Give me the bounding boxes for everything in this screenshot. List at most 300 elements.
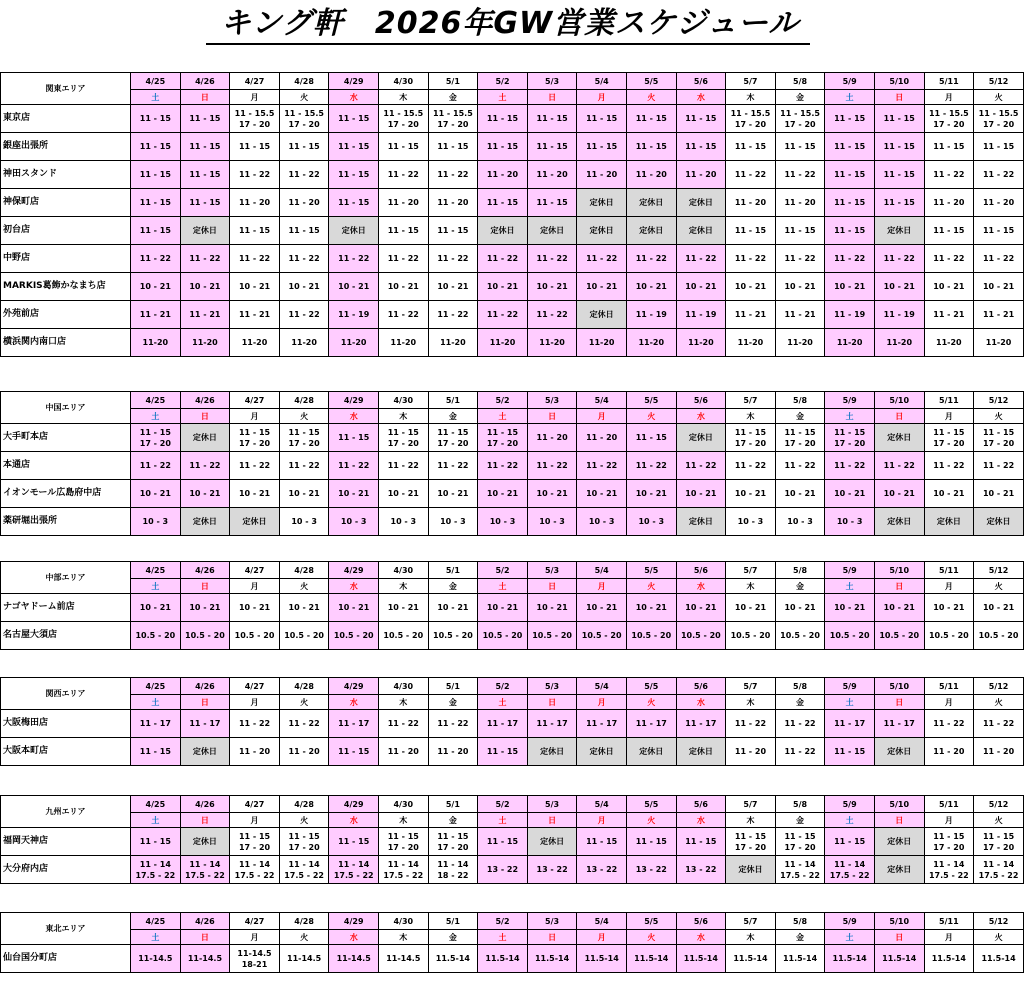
hours-cell: 13 - 22	[626, 856, 676, 884]
weekday-header: 火	[626, 409, 676, 424]
date-header: 5/1	[428, 796, 478, 813]
date-header: 5/6	[676, 562, 726, 579]
hours-cell: 11 - 14 17.5 - 22	[180, 856, 230, 884]
weekday-header: 金	[428, 90, 478, 105]
hours-cell: 11 - 22	[775, 161, 825, 189]
hours-cell: 11-14.5 18-21	[230, 945, 280, 973]
hours-cell: 11 - 17	[676, 710, 726, 738]
hours-cell: 11 - 15	[874, 133, 924, 161]
hours-cell: 10.5 - 20	[974, 622, 1024, 650]
hours-cell: 11 - 15 17 - 20	[131, 424, 181, 452]
hours-cell: 10.5 - 20	[180, 622, 230, 650]
table-row	[1, 828, 1024, 856]
date-header: 5/8	[775, 392, 825, 409]
hours-cell: 11 - 15	[726, 133, 776, 161]
hours-cell: 11 - 22	[775, 452, 825, 480]
hours-cell: 11 - 22	[428, 301, 478, 329]
hours-cell: 10 - 21	[924, 594, 974, 622]
hours-cell: 10 - 21	[329, 273, 379, 301]
hours-cell: 11 - 22	[329, 245, 379, 273]
date-header: 5/12	[974, 796, 1024, 813]
hours-cell: 11 - 15 17 - 20	[379, 424, 429, 452]
hours-cell: 11 - 14 17.5 - 22	[329, 856, 379, 884]
date-header: 4/30	[379, 73, 429, 90]
store-name: 横浜関内南口店	[1, 329, 131, 357]
hours-cell: 10 - 21	[726, 480, 776, 508]
weekday-header: 水	[329, 930, 379, 945]
hours-cell: 11 - 22	[279, 245, 329, 273]
hours-cell: 11 - 15.5 17 - 20	[279, 105, 329, 133]
hours-cell: 11 - 19	[874, 301, 924, 329]
date-header: 5/9	[825, 392, 875, 409]
date-header: 4/26	[180, 73, 230, 90]
table-row	[1, 105, 1024, 133]
date-header: 5/7	[726, 796, 776, 813]
weekday-header: 水	[676, 90, 726, 105]
closed-cell: 定休日	[180, 828, 230, 856]
hours-cell: 10 - 21	[825, 273, 875, 301]
store-name: 外苑前店	[1, 301, 131, 329]
hours-cell: 13 - 22	[577, 856, 627, 884]
closed-cell: 定休日	[676, 508, 726, 536]
date-header: 5/3	[527, 392, 577, 409]
hours-cell: 11 - 15	[131, 217, 181, 245]
hours-cell: 11 - 15 17 - 20	[924, 424, 974, 452]
date-header: 5/12	[974, 392, 1024, 409]
date-header: 5/12	[974, 562, 1024, 579]
hours-cell: 10 - 21	[924, 273, 974, 301]
date-header: 5/2	[478, 796, 528, 813]
date-header: 4/25	[131, 913, 181, 930]
hours-cell: 11 - 14 17.5 - 22	[230, 856, 280, 884]
hours-cell: 11 - 22	[279, 301, 329, 329]
weekday-header: 土	[478, 813, 528, 828]
store-name: 神保町店	[1, 189, 131, 217]
hours-cell: 11-20	[974, 329, 1024, 357]
hours-cell: 11 - 15	[775, 217, 825, 245]
hours-cell: 11 - 17	[478, 710, 528, 738]
hours-cell: 11 - 15	[577, 133, 627, 161]
date-header: 4/30	[379, 796, 429, 813]
hours-cell: 11 - 22	[478, 301, 528, 329]
weekday-header: 木	[379, 409, 429, 424]
date-header: 4/26	[180, 796, 230, 813]
hours-cell: 11 - 15	[329, 189, 379, 217]
closed-cell: 定休日	[874, 424, 924, 452]
weekday-header: 月	[230, 930, 280, 945]
hours-cell: 11 - 15	[825, 189, 875, 217]
table-row	[1, 622, 1024, 650]
hours-cell: 11 - 15.5 17 - 20	[230, 105, 280, 133]
date-header: 4/30	[379, 392, 429, 409]
weekday-header: 火	[626, 930, 676, 945]
page-title: キング軒 2026年GW営業スケジュール	[220, 6, 800, 41]
hours-cell: 11-20	[924, 329, 974, 357]
date-header: 4/25	[131, 392, 181, 409]
hours-cell: 11 - 22	[726, 245, 776, 273]
hours-cell: 11 - 22	[379, 452, 429, 480]
hours-cell: 11-20	[329, 329, 379, 357]
closed-cell: 定休日	[527, 828, 577, 856]
table-row	[1, 189, 1024, 217]
store-name: 福岡天神店	[1, 828, 131, 856]
hours-cell: 10 - 21	[874, 594, 924, 622]
hours-cell: 11 - 15 17 - 20	[478, 424, 528, 452]
hours-cell: 10 - 21	[428, 594, 478, 622]
weekday-header: 月	[924, 695, 974, 710]
hours-cell: 11 - 15	[279, 133, 329, 161]
closed-cell: 定休日	[577, 217, 627, 245]
closed-cell: 定休日	[180, 508, 230, 536]
weekday-header: 金	[428, 409, 478, 424]
hours-cell: 11 - 15	[676, 105, 726, 133]
hours-cell: 11 - 15	[825, 105, 875, 133]
hours-cell: 10 - 3	[131, 508, 181, 536]
hours-cell: 10 - 21	[726, 273, 776, 301]
hours-cell: 10.5 - 20	[379, 622, 429, 650]
hours-cell: 11 - 20	[279, 738, 329, 766]
date-header: 4/26	[180, 562, 230, 579]
weekday-header: 火	[626, 695, 676, 710]
hours-cell: 11 - 17	[329, 710, 379, 738]
date-header: 4/25	[131, 796, 181, 813]
weekday-header: 水	[676, 409, 726, 424]
date-header: 5/11	[924, 913, 974, 930]
hours-cell: 13 - 22	[478, 856, 528, 884]
weekday-header: 水	[329, 579, 379, 594]
hours-cell: 11.5-14	[428, 945, 478, 973]
hours-cell: 11.5-14	[974, 945, 1024, 973]
table-row	[1, 452, 1024, 480]
hours-cell: 11 - 15 17 - 20	[974, 828, 1024, 856]
hours-cell: 11-20	[726, 329, 776, 357]
date-header: 5/3	[527, 73, 577, 90]
weekday-header: 金	[775, 409, 825, 424]
closed-cell: 定休日	[180, 424, 230, 452]
hours-cell: 11 - 15	[527, 189, 577, 217]
hours-cell: 11 - 20	[924, 189, 974, 217]
date-header: 5/9	[825, 913, 875, 930]
weekday-header: 日	[874, 90, 924, 105]
hours-cell: 11 - 21	[180, 301, 230, 329]
hours-cell: 11 - 22	[131, 452, 181, 480]
hours-cell: 11-20	[230, 329, 280, 357]
hours-cell: 11 - 15	[131, 133, 181, 161]
weekday-header: 土	[131, 813, 181, 828]
hours-cell: 11 - 15	[131, 828, 181, 856]
hours-cell: 11-20	[180, 329, 230, 357]
hours-cell: 10 - 21	[676, 594, 726, 622]
hours-cell: 11 - 22	[726, 710, 776, 738]
hours-cell: 11 - 15	[180, 133, 230, 161]
hours-cell: 11.5-14	[676, 945, 726, 973]
closed-cell: 定休日	[527, 738, 577, 766]
weekday-header: 金	[775, 813, 825, 828]
store-name: 仙台国分町店	[1, 945, 131, 973]
hours-cell: 10 - 21	[131, 480, 181, 508]
closed-cell: 定休日	[180, 217, 230, 245]
hours-cell: 11 - 15	[180, 105, 230, 133]
weekday-header: 水	[329, 409, 379, 424]
hours-cell: 11 - 17	[825, 710, 875, 738]
store-name: 初台店	[1, 217, 131, 245]
closed-cell: 定休日	[329, 217, 379, 245]
date-header: 4/25	[131, 73, 181, 90]
hours-cell: 11 - 22	[577, 245, 627, 273]
weekday-header: 日	[180, 579, 230, 594]
hours-cell: 11.5-14	[626, 945, 676, 973]
weekday-header: 火	[974, 409, 1024, 424]
hours-cell: 11 - 15 17 - 20	[775, 828, 825, 856]
hours-cell: 11-20	[825, 329, 875, 357]
hours-cell: 11 - 22	[527, 301, 577, 329]
hours-cell: 10 - 3	[527, 508, 577, 536]
hours-cell: 11 - 17	[874, 710, 924, 738]
date-header: 4/26	[180, 392, 230, 409]
weekday-header: 日	[180, 930, 230, 945]
hours-cell: 10 - 21	[279, 273, 329, 301]
date-header: 4/29	[329, 73, 379, 90]
closed-cell: 定休日	[874, 738, 924, 766]
hours-cell: 11 - 17	[577, 710, 627, 738]
date-header: 4/28	[279, 796, 329, 813]
date-header: 4/29	[329, 913, 379, 930]
date-header: 5/5	[626, 678, 676, 695]
hours-cell: 11 - 15 17 - 20	[825, 424, 875, 452]
hours-cell: 11.5-14	[924, 945, 974, 973]
hours-cell: 11 - 15	[825, 828, 875, 856]
date-header: 4/26	[180, 913, 230, 930]
weekday-header: 月	[230, 90, 280, 105]
hours-cell: 10 - 21	[974, 273, 1024, 301]
weekday-header: 土	[825, 695, 875, 710]
hours-cell: 10 - 3	[478, 508, 528, 536]
hours-cell: 11 - 15	[924, 133, 974, 161]
hours-cell: 11 - 22	[924, 245, 974, 273]
weekday-header: 月	[230, 579, 280, 594]
hours-cell: 11 - 15	[825, 738, 875, 766]
hours-cell: 10 - 21	[131, 594, 181, 622]
date-header: 5/10	[874, 73, 924, 90]
hours-cell: 11 - 15 17 - 20	[974, 424, 1024, 452]
hours-cell: 11 - 15	[329, 105, 379, 133]
hours-cell: 11-20	[428, 329, 478, 357]
hours-cell: 11 - 17	[131, 710, 181, 738]
hours-cell: 11.5-14	[726, 945, 776, 973]
hours-cell: 10 - 21	[279, 480, 329, 508]
hours-cell: 11 - 22	[775, 738, 825, 766]
area-name: 中部エリア	[1, 562, 131, 594]
weekday-header: 土	[825, 579, 875, 594]
hours-cell: 10 - 21	[676, 273, 726, 301]
hours-cell: 10 - 21	[478, 273, 528, 301]
hours-cell: 11 - 22	[428, 710, 478, 738]
hours-cell: 11-14.5	[180, 945, 230, 973]
date-header: 5/8	[775, 913, 825, 930]
closed-cell: 定休日	[577, 301, 627, 329]
table-row	[1, 217, 1024, 245]
hours-cell: 11 - 15	[726, 217, 776, 245]
store-name: ナゴヤドーム前店	[1, 594, 131, 622]
hours-cell: 11-20	[527, 329, 577, 357]
weekday-header: 金	[428, 930, 478, 945]
closed-cell: 定休日	[676, 738, 726, 766]
hours-cell: 11-14.5	[279, 945, 329, 973]
hours-cell: 11-20	[379, 329, 429, 357]
hours-cell: 11 - 22	[279, 710, 329, 738]
hours-cell: 10.5 - 20	[478, 622, 528, 650]
hours-cell: 11 - 22	[626, 245, 676, 273]
area-table	[0, 912, 1024, 973]
weekday-header: 木	[726, 813, 776, 828]
date-header: 5/8	[775, 796, 825, 813]
hours-cell: 11 - 20	[974, 738, 1024, 766]
area-table	[0, 677, 1024, 766]
hours-cell: 11 - 20	[726, 738, 776, 766]
hours-cell: 11 - 22	[676, 245, 726, 273]
hours-cell: 11 - 15.5 17 - 20	[428, 105, 478, 133]
hours-cell: 10 - 3	[626, 508, 676, 536]
store-name: 中野店	[1, 245, 131, 273]
hours-cell: 11 - 21	[726, 301, 776, 329]
hours-cell: 11 - 20	[626, 161, 676, 189]
hours-cell: 11 - 15.5 17 - 20	[974, 105, 1024, 133]
store-name: 薬研堀出張所	[1, 508, 131, 536]
weekday-header: 土	[478, 579, 528, 594]
hours-cell: 10 - 21	[577, 594, 627, 622]
weekday-header: 火	[974, 90, 1024, 105]
date-header: 5/11	[924, 796, 974, 813]
weekday-header: 火	[974, 930, 1024, 945]
hours-cell: 11 - 15	[626, 828, 676, 856]
area-table	[0, 391, 1024, 536]
closed-cell: 定休日	[874, 508, 924, 536]
weekday-header: 月	[230, 813, 280, 828]
hours-cell: 11 - 22	[825, 245, 875, 273]
weekday-header: 木	[726, 409, 776, 424]
weekday-header: 土	[825, 813, 875, 828]
weekday-header: 日	[180, 90, 230, 105]
hours-cell: 11 - 20	[775, 189, 825, 217]
weekday-header: 金	[428, 813, 478, 828]
weekday-header: 木	[379, 813, 429, 828]
hours-cell: 11 - 20	[676, 161, 726, 189]
hours-cell: 10 - 21	[726, 594, 776, 622]
closed-cell: 定休日	[924, 508, 974, 536]
hours-cell: 11 - 15	[478, 189, 528, 217]
table-row	[1, 273, 1024, 301]
hours-cell: 11 - 15	[180, 161, 230, 189]
date-header: 5/8	[775, 73, 825, 90]
date-header: 5/4	[577, 678, 627, 695]
weekday-header: 木	[379, 695, 429, 710]
date-header: 5/6	[676, 913, 726, 930]
hours-cell: 11 - 15	[329, 424, 379, 452]
weekday-header: 火	[626, 813, 676, 828]
date-header: 5/5	[626, 796, 676, 813]
hours-cell: 11 - 22	[974, 161, 1024, 189]
date-header: 5/4	[577, 392, 627, 409]
hours-cell: 10 - 21	[527, 594, 577, 622]
date-header: 4/27	[230, 392, 280, 409]
date-header: 4/30	[379, 913, 429, 930]
date-header: 5/2	[478, 562, 528, 579]
hours-cell: 11 - 15	[874, 189, 924, 217]
hours-cell: 10.5 - 20	[428, 622, 478, 650]
date-header: 5/7	[726, 562, 776, 579]
date-header: 5/6	[676, 796, 726, 813]
hours-cell: 11 - 22	[626, 452, 676, 480]
hours-cell: 11 - 22	[428, 161, 478, 189]
date-header: 5/6	[676, 73, 726, 90]
weekday-header: 日	[527, 90, 577, 105]
weekday-header: 月	[577, 695, 627, 710]
date-header: 5/1	[428, 913, 478, 930]
closed-cell: 定休日	[577, 189, 627, 217]
weekday-header: 水	[329, 90, 379, 105]
closed-cell: 定休日	[577, 738, 627, 766]
hours-cell: 11 - 15	[676, 133, 726, 161]
hours-cell: 11 - 15 17 - 20	[775, 424, 825, 452]
hours-cell: 11 - 20	[428, 189, 478, 217]
date-header: 5/12	[974, 73, 1024, 90]
date-header: 5/9	[825, 796, 875, 813]
date-header: 5/11	[924, 392, 974, 409]
weekday-header: 木	[726, 90, 776, 105]
store-name: 大阪梅田店	[1, 710, 131, 738]
weekday-header: 日	[527, 930, 577, 945]
hours-cell: 11 - 22	[874, 245, 924, 273]
weekday-header: 月	[577, 90, 627, 105]
date-header: 5/5	[626, 392, 676, 409]
hours-cell: 11-20	[775, 329, 825, 357]
hours-cell: 11 - 15	[230, 217, 280, 245]
table-row	[1, 301, 1024, 329]
weekday-header: 土	[131, 579, 181, 594]
area-name: 九州エリア	[1, 796, 131, 828]
hours-cell: 11 - 22	[527, 452, 577, 480]
area-name: 関東エリア	[1, 73, 131, 105]
hours-cell: 11.5-14	[874, 945, 924, 973]
hours-cell: 11 - 22	[478, 452, 528, 480]
hours-cell: 11 - 19	[626, 301, 676, 329]
hours-cell: 11 - 14 17.5 - 22	[279, 856, 329, 884]
weekday-header: 金	[775, 695, 825, 710]
hours-cell: 10 - 21	[180, 480, 230, 508]
date-header: 5/3	[527, 796, 577, 813]
hours-cell: 11 - 15	[428, 133, 478, 161]
hours-cell: 11-14.5	[329, 945, 379, 973]
hours-cell: 11 - 15 17 - 20	[726, 828, 776, 856]
store-name: 神田スタンド	[1, 161, 131, 189]
hours-cell: 10 - 3	[279, 508, 329, 536]
hours-cell: 11 - 15 17 - 20	[924, 828, 974, 856]
hours-cell: 11 - 22	[230, 245, 280, 273]
table-row	[1, 945, 1024, 973]
weekday-header: 土	[825, 409, 875, 424]
date-header: 4/29	[329, 392, 379, 409]
weekday-header: 水	[329, 695, 379, 710]
hours-cell: 11 - 19	[676, 301, 726, 329]
store-name: MARKIS葛飾かなまち店	[1, 273, 131, 301]
hours-cell: 11 - 15	[329, 828, 379, 856]
hours-cell: 10.5 - 20	[775, 622, 825, 650]
hours-cell: 11 - 22	[428, 452, 478, 480]
table-row	[1, 480, 1024, 508]
hours-cell: 11 - 15 17 - 20	[379, 828, 429, 856]
closed-cell: 定休日	[230, 508, 280, 536]
hours-cell: 11 - 15 17 - 20	[428, 424, 478, 452]
